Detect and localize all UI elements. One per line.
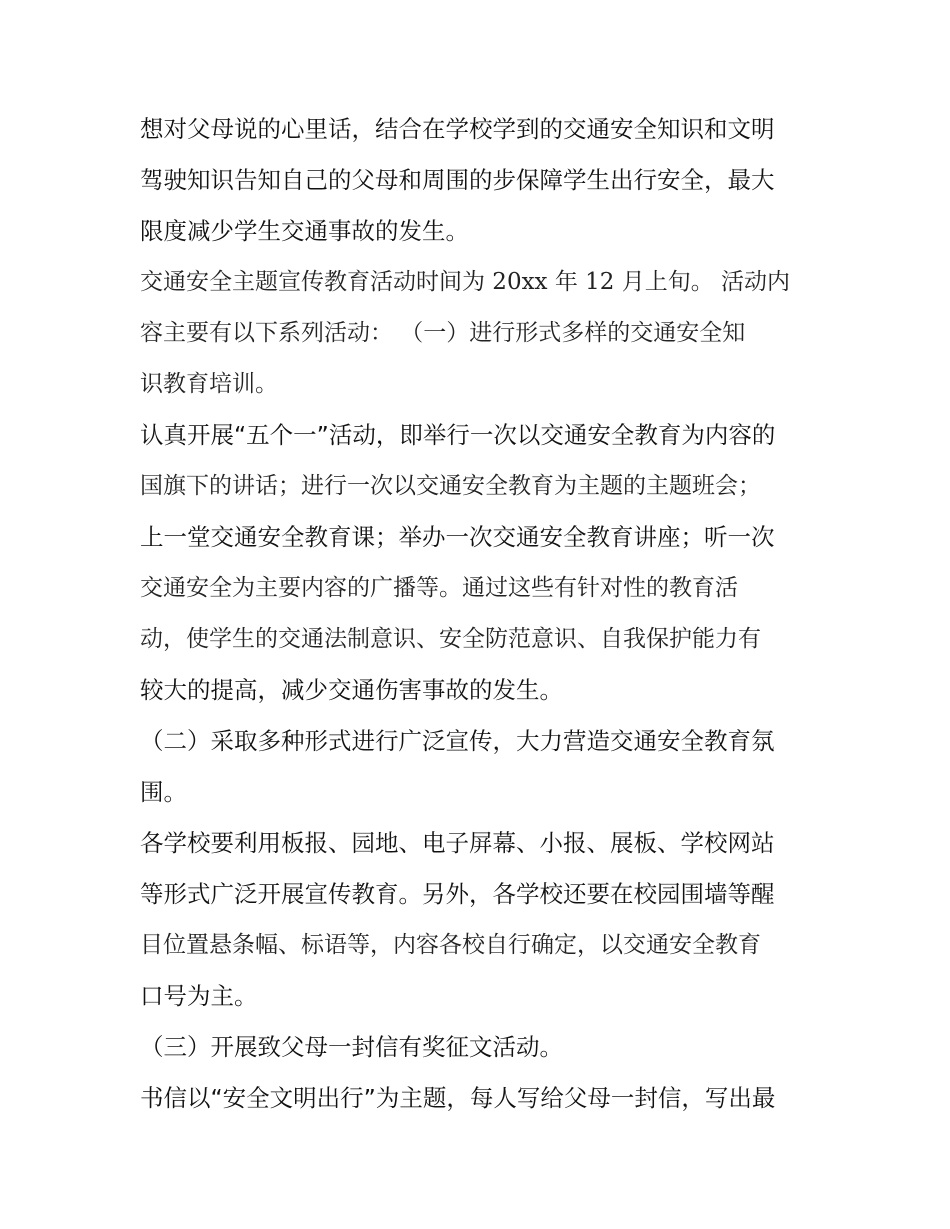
text-line: 等形式广泛开展宣传教育。另外，各学校还要在校园围墙等醒 xyxy=(140,880,775,908)
text-line: 动，使学生的交通法制意识、安全防范意识、自我保护能力有 xyxy=(140,626,761,652)
text-line: 想对父母说的心里话，结合在学校学到的交通安全知识和文明 xyxy=(140,115,775,143)
body-text xyxy=(140,104,820,1124)
text-line: 容主要有以下系列活动： （一）进行形式多样的交通安全知 xyxy=(140,320,746,346)
text-line: 交通安全为主要内容的广播等。通过这些有针对性的教育活 xyxy=(140,575,738,601)
text-line: 目位置悬条幅、标语等，内容各校自行确定，以交通安全教育 xyxy=(140,932,761,958)
text-line: 书信以“安全文明出行”为主题，每人写给父母一封信，写出最 xyxy=(140,1084,776,1112)
text-line: 国旗下的讲话；进行一次以交通安全教育为主题的主题班会； xyxy=(140,473,761,499)
text-line: 认真开展“五个一”活动，即举行一次以交通安全教育为内容的 xyxy=(140,421,776,449)
section-heading: 围。 xyxy=(140,778,187,806)
text-line: 识教育培训。 xyxy=(140,371,278,397)
text-line: 限度减少学生交通事故的发生。 xyxy=(140,217,469,245)
text-line: 交通安全主题宣传教育活动时间为 20xx 年 12 月上旬。 活动内 xyxy=(140,269,791,295)
section-heading: （三）开展致父母一封信有奖征文活动。 xyxy=(140,1033,563,1061)
text-line: 较大的提高，减少交通伤害事故的发生。 xyxy=(140,676,563,704)
text-line: 上一堂交通安全教育课；举办一次交通安全教育讲座；听一次 xyxy=(140,523,775,551)
text-line: 口号为主。 xyxy=(140,982,258,1010)
text-line: 驾驶知识告知自己的父母和周围的步保障学生出行安全，最大 xyxy=(140,166,775,194)
section-heading: （二）采取多种形式进行广泛宣传，大力营造交通安全教育氛 xyxy=(140,727,775,755)
text-line: 各学校要利用板报、园地、电子屏幕、小报、展板、学校网站 xyxy=(140,829,775,857)
